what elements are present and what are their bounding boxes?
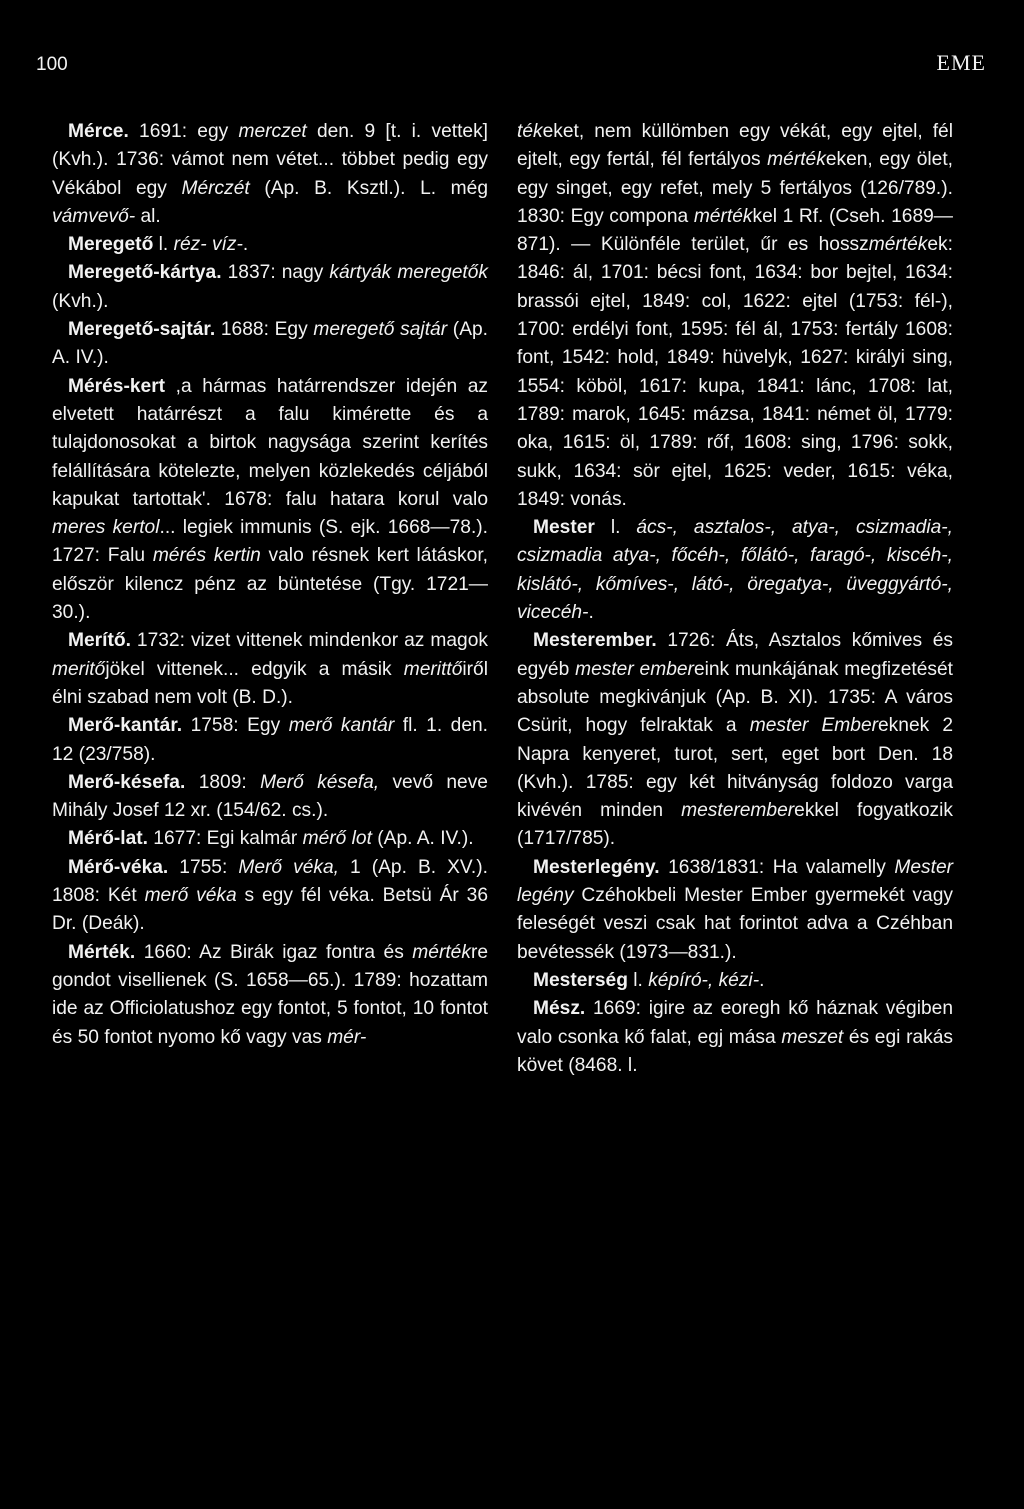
entry-text: den. 9 [t. i. vettek] (Kvh.). 1736: vámot nem vétet... többet pedig egy Vékábol egy [52,121,489,199]
entry-headword: Mérő-lat. [68,828,148,850]
dictionary-entry [52,939,488,1052]
italic-term: mérés kertin [152,545,261,567]
dictionary-entry [52,712,488,769]
entry-headword: Meregető-kártya. [68,262,222,284]
entry-headword: Meregető [68,234,154,256]
entry-text: 1 (Ap. B. XV.). 1808: Két [52,856,488,907]
entry-text: (Ap. A. IV.). [52,319,488,369]
entry-headword: Mesterlegény. [533,856,660,878]
italic-term: meregető sajtár [313,319,448,341]
entry-text: 1837: nagy [221,262,330,284]
italic-term: Mérczét [181,177,250,199]
italic-term: mesterember [681,800,795,822]
entry-headword: Merítő. [68,630,131,652]
dictionary-entry [52,627,488,712]
running-head: EME [936,50,986,75]
entry-headword: Mérce. [68,121,129,142]
entry-text: (Ap. B. Ksztl.). L. még [249,177,489,199]
entry-text: fl. 1. den. 12 (23/758). [52,715,489,765]
entry-text: l. [594,517,637,539]
dictionary-entry [517,854,953,967]
entry-headword: Mesterember. [533,630,657,652]
italic-term: meritő [52,658,106,680]
entry-headword: Meregető-sajtár. [68,319,216,341]
entry-text: re gondot visellienek (S. 1658—65.). 1789: hozattam ide az Officiolatushoz egy fontot, 5 fontot, 10 fontot és 50 fontot nyomo kő vagy vas [52,941,488,1048]
italic-term: mester ember [575,658,694,680]
italic-term: ték [517,121,543,142]
italic-term: kártyák meregetők [329,262,488,284]
entry-text: 1726: Áts, Asztalos kőmives és egyéb [517,630,953,680]
entry-text: 1809: [185,771,261,793]
entry-headword: Merő-késefa. [68,771,186,793]
italic-term: mér- [327,1026,367,1048]
entry-text: ek: 1846: ál, 1701: bécsi font, 1634: bor bejtel, 1634: brassói ejtel, 1849: col, 1622: ejtel (1753: fél-), 1700: erdélyi font, 1595: fél ál, 1753: fertály 1608: font, 1542: hold, 1849: hüvelyk, 1627: királyi sing, 1554: köböl, 1617: kupa, 1841: lánc, 1708: lat, 1789: marok, 1645: mázsa, 1841: német öl, 1779: oka, 1615: öl, 1789: rőf, 1608: sing, 1796: sokk, sukk, 1634: sör ejtel, 1625: veder, 1615: véka, 1849: vonás. [517,234,953,510]
entry-text: kel 1 Rf. (Cseh. 1689—871). — Különféle terület, űr es hossz [517,205,953,256]
italic-term: merő véka [144,885,237,907]
dictionary-entry [52,825,488,853]
italic-term: képíró-, kézi- [648,969,760,991]
entry-text: (Kvh.). [52,290,109,312]
italic-term: Mester legény [517,856,953,907]
italic-term: meres kertol [52,517,160,539]
entry-text: 1691: egy [128,121,239,142]
entry-text: . [242,234,249,256]
entry-headword: Mérték. [68,941,136,963]
italic-term: mester Ember [749,715,879,737]
italic-term: mérték [767,149,826,171]
dictionary-entry [52,316,488,373]
entry-headword: Mész. [533,998,586,1020]
entry-text: l. [627,969,649,991]
entry-text: . [588,602,594,624]
entry-text: 1758: Egy [182,715,289,737]
entry-text: al. [135,205,161,227]
italic-term: Merő késefa, [260,771,380,793]
entry-text: . [759,969,765,991]
entry-text: (Ap. A. IV.). [371,828,474,850]
entry-text: eket, nem küllömben egy vékát, egy ejtel, fél ejtelt, egy fertál, fél fertályos [517,121,953,171]
page-number: 100 [36,54,68,75]
entry-text: 1638/1831: Ha valamelly [659,856,895,878]
entry-text: l. [153,234,174,256]
entry-text: ... legiek immunis (S. ejk. 1668—78.). 1727: Falu [52,517,489,567]
italic-term: merittő [403,658,463,680]
italic-term: merczet [238,121,307,142]
dictionary-entry [52,373,488,628]
entry-text: jökel vittenek... edgyik a másik [105,658,404,680]
entry-text: vevő neve Mihály Josef 12 xr. (154/62. cs.). [52,771,488,822]
right-column [517,118,953,1080]
entry-text: 1688: Egy [215,319,314,341]
italic-term: mérték [693,205,753,227]
entry-text: eink munkájának megfizetését absolute megkivánjuk (Ap. B. XI). 1735: A város Csürit, hogy felraktak a [517,658,954,737]
italic-term: mérő lot [302,828,372,850]
italic-term: vámvevő- [52,205,136,227]
italic-term: meszet [781,1026,844,1048]
entry-headword: Merő-kantár. [68,715,183,737]
entry-text: 1755: [168,856,239,878]
italic-term: réz- víz- [173,234,243,256]
entry-text: s egy fél véka. Betsü Ár 36 Dr. (Deák). [52,885,489,935]
dictionary-entry [52,854,488,939]
dictionary-entry [52,118,488,231]
dictionary-entry [52,769,488,826]
entry-text: 1732: vizet vittenek mindenkor az magok [130,630,488,652]
entry-headword: Mesterség [533,969,628,991]
entry-text: és egi rakás követ (8468. l. [517,1026,953,1076]
entry-text: Czéhokbeli Mester Ember gyermekét vagy feleségét veszi csak hat forintot adva a Czéhban bevétessék (1973—831.). [517,885,953,963]
dictionary-entry [517,514,953,627]
entry-text: 1669: igire az eoregh kő háznak végiben valo csonka kő falat, egj mása [517,998,953,1048]
left-column [52,118,488,1052]
italic-term: ács-, asztalos-, atya-, csizmadia-, csizmadia atya-, főcéh-, főlátó-, faragó-, kiscéh-, kislátó-, kőmíves-, látó-, öregatya-, üveggyártó-, vicecéh- [517,517,953,624]
entry-text: ekkel fogyatkozik (1717/785). [517,800,953,850]
entry-text: ,a hármas határrendszer idején az elvetett határrészt a falu kimérette és a tulajdonosokat a birtok nagysága szerint kerítés felállítására kötelezte, melyen közlekedés céljából kapukat tartottak'. 1678: falu hatara korul valo [52,375,488,510]
italic-term: Merő véka, [238,856,339,878]
dictionary-entry [517,118,953,514]
entry-text: eken, egy ölet, egy singet, egy refet, mely 5 fertályos (126/789.). 1830: Egy compona [517,149,953,227]
dictionary-entry [52,259,488,316]
entry-headword: Mérő-véka. [68,856,169,878]
entry-text: 1677: Egi kalmár [147,828,303,850]
entry-text: valo résnek kert látáskor, először kilencz pénz az büntetése (Tgy. 1721—30.). [52,545,488,624]
dictionary-entry [517,967,953,995]
entry-headword: Mester [533,517,595,539]
entry-headword: Mérés-kert [68,375,166,397]
italic-term: merő kantár [288,715,395,737]
entry-text: 1660: Az Birák igaz fontra és [135,941,413,963]
dictionary-entry [517,995,953,1080]
italic-term: mérték [868,234,928,256]
italic-term: mérték [412,941,471,963]
dictionary-entry [517,627,953,853]
dictionary-entry [52,231,488,259]
entry-text: iről élni szabad nem volt (B. D.). [52,658,488,708]
entry-text: eknek 2 Napra kenyeret, turot, sert, eget bort Den. 18 (Kvh.). 1785: egy két hitványság foldozo varga kivévén minden [517,715,954,822]
